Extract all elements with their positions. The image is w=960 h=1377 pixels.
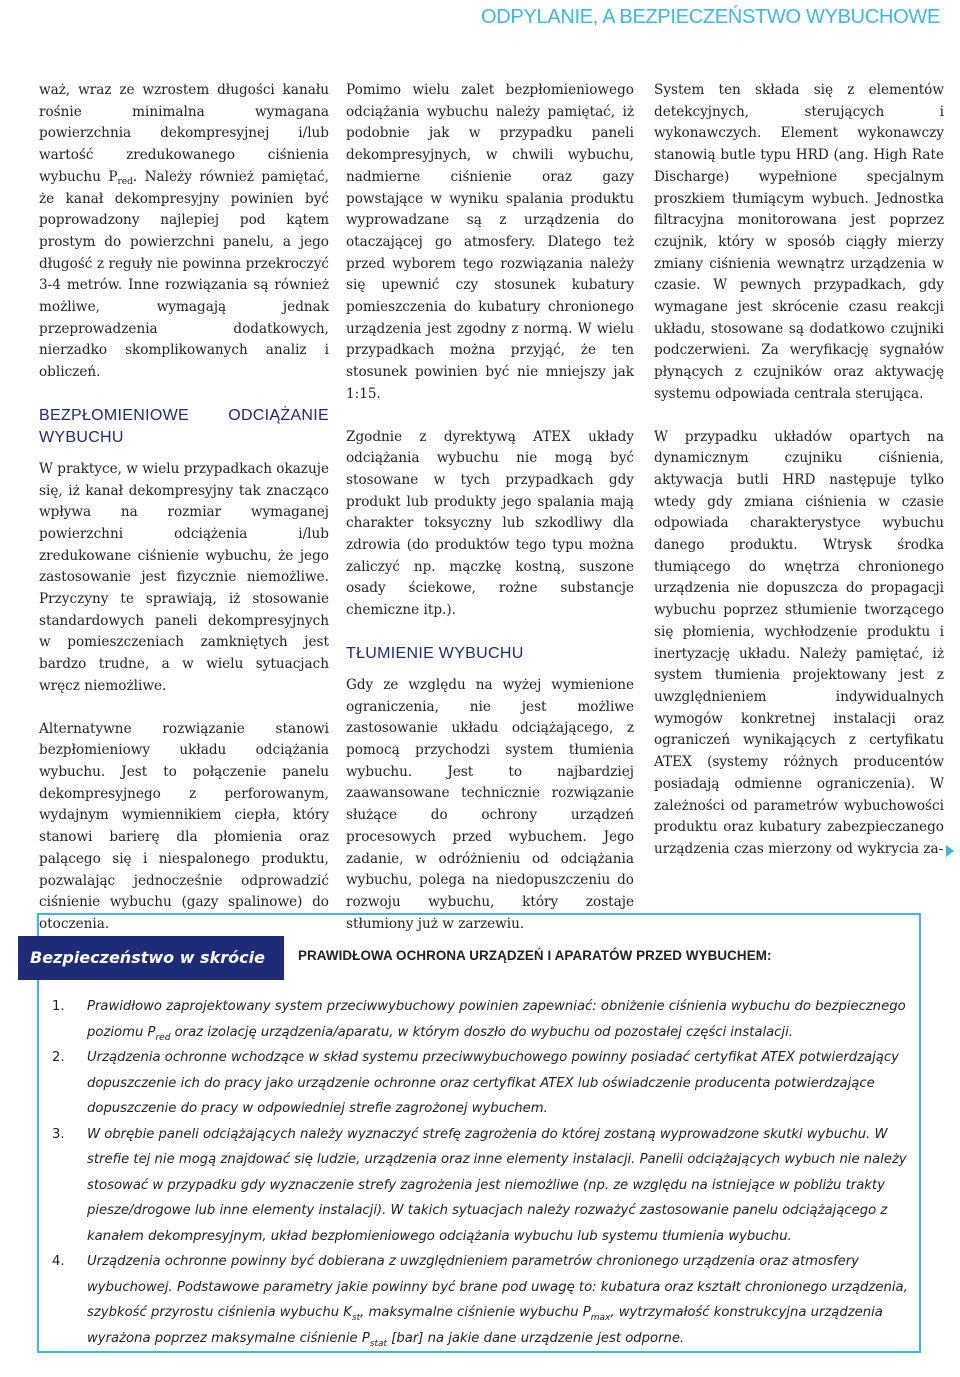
- subscript: red: [155, 1032, 171, 1043]
- text-column-1: [39, 80, 329, 957]
- text: [bar] na jakie dane urządzenie jest odporne.: [387, 1330, 685, 1346]
- text: Prawidłowo zaprojektowany system przeciwwybuchowy powinien zapewniać: obniżenie ciśnienia wybuchu do bezpiecznego poziomu P: [87, 999, 906, 1040]
- section-heading: TŁUMIENIE WYBUCHU: [346, 644, 524, 662]
- list-number: 1.: [52, 999, 65, 1014]
- list-item: [52, 1249, 910, 1351]
- paragraph: Pomimo wielu zalet bezpłomieniowego odciążania wybuchu należy pamiętać, iż podobnie jak w przypadku paneli dekompresyjnych, w chwili wybuchu, nadmierne ciśnienie oraz gazy powstające w wyniku spalania produktu wyprowadzane są z urządzenia do otaczającej go atmosfery. Dlatego też przed wyborem tego rozwiązania należy się upewnić czy stosunek kubatury pomieszczenia do kubatury chronionego urządzenia jest zgodny z normą. W wielu przypadkach można przyjąć, że ten stosunek powinien być nie mniejszy jak 1:15.: [346, 82, 634, 402]
- list-item: [52, 1122, 910, 1250]
- subscript: max: [590, 1313, 611, 1323]
- text: , maksymalne ciśnienie wybuchu P: [360, 1305, 591, 1320]
- paragraph: Gdy ze względu na wyżej wymienione ograniczenia, nie jest możliwe zastosowanie układu odciążającego, z pomocą przychodzi system tłumienia wybuchu. Jest to najbardziej zaawansowane technicznie rozwiązanie służące do ochrony urządzeń procesowych przed wybuchem. Jego zadanie, w odróżnieniu od odciążania wybuchu, polega na niedopuszczeniu do rozwoju wybuchu, który zostaje stłumiony już w zarzewiu.: [346, 676, 634, 932]
- text: oraz izolację urządzenia/aparatu, w którym doszło do wybuchu od pozostałej części instalacji.: [170, 1024, 793, 1040]
- summary-list: [52, 994, 910, 1351]
- list-item: [52, 1045, 910, 1122]
- continue-arrow-icon: [946, 845, 954, 857]
- text: Urządzenia ochronne wchodzące w skład systemu przeciwwybuchowego powinny posiadać certyfikat ATEX potwierdzający dopuszczenie ich do pracy jako urządzenie ochronne oraz certyfikat ATEX lub oświadczenie producenta potwierdzające dopuszczenie do pracy w odpowiedniej strefie zagrożonej wybuchem.: [87, 1050, 899, 1116]
- text-column-3: [654, 80, 944, 882]
- list-number: 3.: [52, 1126, 65, 1142]
- summary-badge: Bezpieczeństwo w skrócie: [18, 936, 284, 980]
- text: W obrębie paneli odciążających należy wyznaczyć strefę zagrożenia do której zostaną wyprowadzone skutki wybuchu. W strefie tej nie mogą znajdować się ludzie, urządzenia oraz inne elementy instalacji. Panelii odciążających wybuch nie należy stosować w przypadku gdy wyznaczenie strefy zagrożenia jest niemożliwe (np. ze względu na istniejące w pobliżu trakty piesze/drogowe lub inne elementy instalacji). W takich sytuacjach należy rozważyć zastosowanie panelu odciążającego z kanałem dekompresyjnym, układ bezpłomieniowego odciążania wybuchu lub systemu tłumienia wybuchu.: [87, 1126, 907, 1244]
- text: waż, wraz ze wzrostem długości kanału rośnie minimalna wymagana powierzchnia dekompresyjnej i/lub wartość zredukowanego ciśnienia wybuchu P: [39, 82, 329, 185]
- section-title: ODPYLANIE, A BEZPIECZEŃSTWO WYBUCHOWE: [481, 6, 940, 28]
- paragraph: Alternatywne rozwiązanie stanowi bezpłomieniowy układu odciążania wybuchu. Jest to połączenie panelu dekompresyjnego z perforowanym, wydajnym wymiennikiem ciepła, który stanowi barierę dla płomienia oraz palącego się i niespalonego produktu, pozwalając jednocześnie odprowadzić ciśnienie wybuchu (gazy spalinowe) do otoczenia.: [39, 720, 329, 932]
- text: . Należy również pamiętać, że kanał dekompresyjny powinien być poprowadzony najlepiej pod kątem prostym do powierzchni panelu, a jego długość z reguły nie powinna przekroczyć 3-4 metrów. Inne rozwiązania są również możliwe, wymagają jednak przeprowadzenia dodatkowych, nierzadko skomplikowanych analiz i obliczeń.: [39, 168, 329, 381]
- list-number: 2.: [52, 1050, 65, 1065]
- subscript: st: [351, 1313, 361, 1323]
- section-heading: BEZPŁOMIENIOWE ODCIĄŻANIE WYBUCHU: [39, 406, 329, 446]
- list-item: [52, 994, 910, 1045]
- text: , wytrzymałość konstrukcyjna urządzenia wyrażona poprzez maksymalne ciśnienie P: [87, 1305, 883, 1346]
- list-number: 4.: [52, 1254, 65, 1269]
- summary-heading: PRAWIDŁOWA OCHRONA URZĄDZEŃ I APARATÓW PRZED WYBUCHEM:: [298, 948, 772, 963]
- subscript: red: [117, 176, 133, 187]
- paragraph: System ten składa się z elementów detekcyjnych, sterujących i wykonawczych. Element wykonawczy stanowią butle typu HRD (ang. High Rate Discharge) wypełnione specjalnym proszkiem tłumiącym wybuch. Jednostka filtracyjna monitorowana jest poprzez czujnik, który w sposób ciągły mierzy zmiany ciśnienia wewnątrz urządzenia w czasie. W pewnych przypadkach, gdy wymagane jest skrócenie czasu reakcji układu, stosowane są dodatkowo czujniki podczerwieni. Za weryfikację sygnałów płynących z czujników oraz aktywację systemu odpowiada centrala sterująca.: [654, 82, 944, 402]
- paragraph: W przypadku układów opartych na dynamicznym czujniku ciśnienia, aktywacja butli HRD następuje tylko wtedy gdy zmiana ciśnienia w czasie odpowiada charakterystyce wybuchu danego produktu. Wtrysk środka tłumiącego do wnętrza chronionego urządzenia nie dopuszcza do propagacji wybuchu poprzez stłumienie tworzącego się płomienia, wychłodzenie produktu i inertyzację układu. Należy pamiętać, iż system tłumienia projektowany jest z uwzględnieniem indywidualnych wymogów konkretnej instalacji oraz ograniczeń wynikających z certyfikatu ATEX (systemy różnych producentów posiadają odmienne ograniczenia). W zależności od parametrów wybuchowości produktu oraz kubatury zabezpieczanego urządzenia czas mierzony od wykrycia za-: [654, 428, 944, 857]
- text-column-2: [346, 80, 634, 956]
- paragraph: [39, 80, 329, 384]
- subscript: stat: [369, 1338, 388, 1349]
- text: Urządzenia ochronne powinny być dobierana z uwzględnieniem parametrów chronionego urządzenia oraz atmosfery wybuchowej. Podstawowe parametry jakie powinny być brane pod uwagę to: kubatura oraz kształt chronionego urządzenia, szybkość przyrostu ciśnienia wybuchu K: [87, 1254, 908, 1320]
- paragraph: W praktyce, w wielu przypadkach okazuje się, iż kanał dekompresyjny tak znacząco wpływa na rozmiar wymaganej powierzchni odciążenia i/lub zredukowane ciśnienie wybuchu, że jego zastosowanie jest fizycznie niemożliwe. Przyczyny te sprawiają, iż stosowanie standardowych paneli dekompresyjnych w pomieszczeniach zamkniętych jest bardzo trudne, a w wielu sytuacjach wręcz niemożliwe.: [39, 460, 329, 694]
- paragraph: Zgodnie z dyrektywą ATEX układy odciążania wybuchu nie mogą być stosowane w tych przypadkach gdy produkt lub produkty jego spalania mają charakter toksyczny lub szkodliwy dla zdrowia (do produktów tego typu można zaliczyć np. mączkę kostną, suszone osady ściekowe, rożne substancje chemiczne itp.).: [346, 428, 634, 619]
